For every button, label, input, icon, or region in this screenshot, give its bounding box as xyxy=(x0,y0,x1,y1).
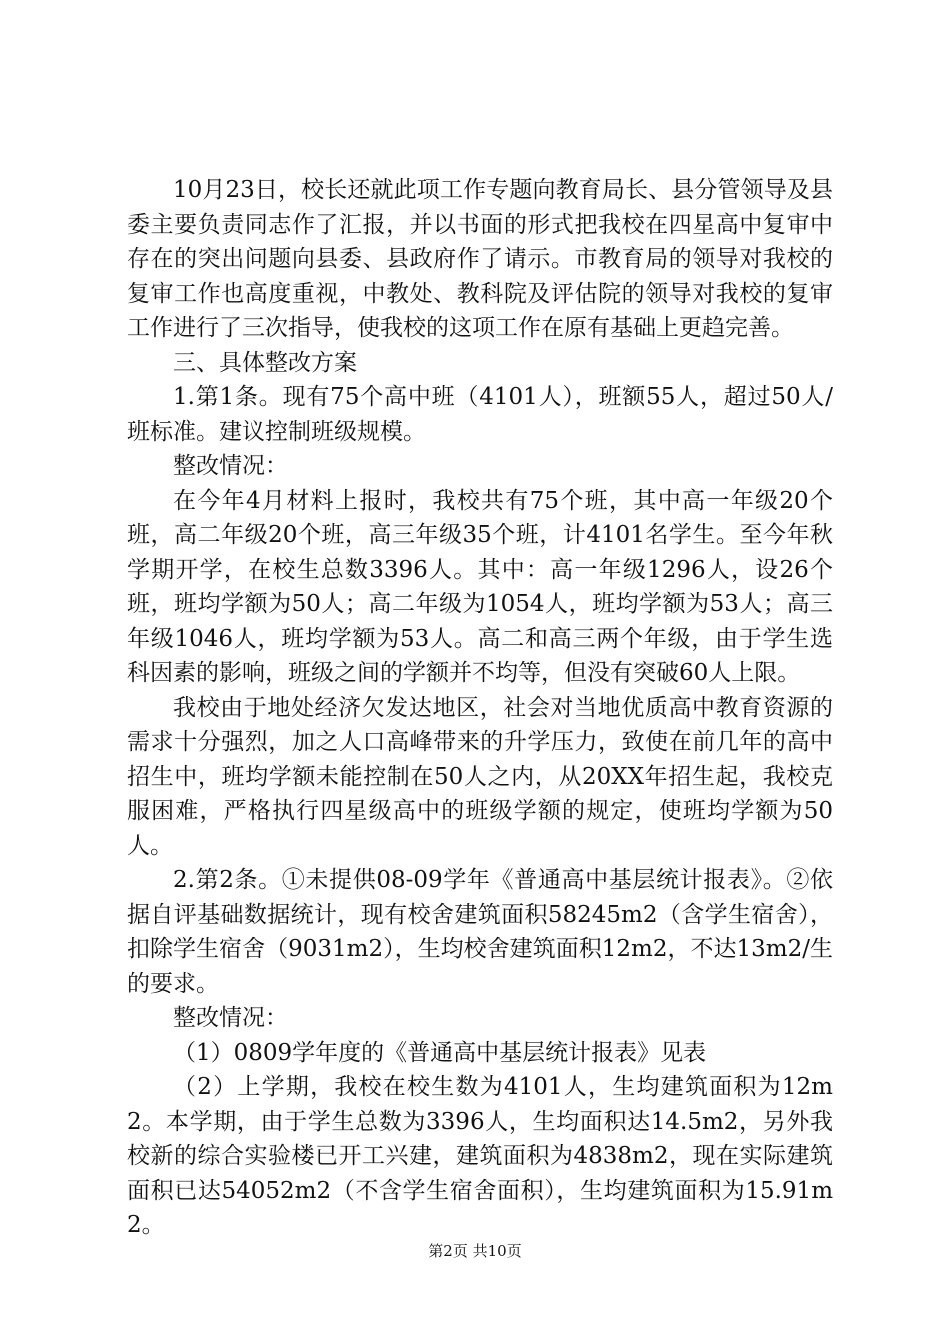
sub-item-2-building-area-per-student: （2）上学期，我校在校生数为4101人，生均建筑面积为12m2。本学期，由于学生总数为3396人，生均面积达14.5m2，另外我校新的综合实验楼已开工兴建，建筑面积为4838m2，现在实际建筑面积已达54052m2（不含学生宿舍面积），生均建筑面积为15.91m2。 xyxy=(127,1074,833,1238)
rectification-status-label-2: 整改情况： xyxy=(173,1005,288,1031)
paragraph-class-statistics: 在今年4月材料上报时，我校共有75个班，其中高一年级20个班，高二年级20个班，高三年级35个班，计4101名学生。至今年秋学期开学，在校生总数3396人。其中：高一年级1296人，设26个班，班均学额为50人；高二年级为1054人，班均学额为53人；高三年级1046人，班均学额为53人。高二和高三两个年级，由于学生选科因素的影响，班级之间的学额并不均等，但没有突破60人上限。 xyxy=(127,487,833,686)
sub-item-1-statistics-report: （1）0809学年度的《普通高中基层统计报表》见表 xyxy=(173,1039,707,1066)
rectification-status-label-1: 整改情况： xyxy=(173,453,288,479)
item-1-class-size: 1.第1条。现有75个高中班（4101人），班额55人，超过50人/班标准。建议控制班级规模。 xyxy=(127,384,833,445)
page-number-footer: 第2页 共10页 xyxy=(428,1242,522,1260)
section-heading-rectification-plan: 三、具体整改方案 xyxy=(173,349,357,376)
item-2-building-area: 2.第2条。①未提供08-09学年《普通高中基层统计报表》。②依据自评基础数据统计，现有校舍建筑面积58245m2（含学生宿舍），扣除学生宿舍（9031m2），生均校舍建筑面积12m2，不达13m2/生的要求。 xyxy=(127,867,833,997)
paragraph-enrollment-background: 我校由于地处经济欠发达地区，社会对当地优质高中教育资源的需求十分强烈，加之人口高峰带来的升学压力，致使在前几年的高中招生中，班均学额未能控制在50人之内，从20XX年招生起，我校克服困难，严格执行四星级高中的班级学额的规定，使班均学额为50人。 xyxy=(127,694,833,859)
document-body xyxy=(127,173,833,1243)
paragraph-report-summary: 10月23日，校长还就此项工作专题向教育局长、县分管领导及县委主要负责同志作了汇报，并以书面的形式把我校在四星高中复审中存在的突出问题向县委、县政府作了请示。市教育局的领导对我校的复审工作也高度重视，中教处、教科院及评估院的领导对我校的复审工作进行了三次指导，使我校的这项工作在原有基础上更趋完善。 xyxy=(127,177,833,341)
